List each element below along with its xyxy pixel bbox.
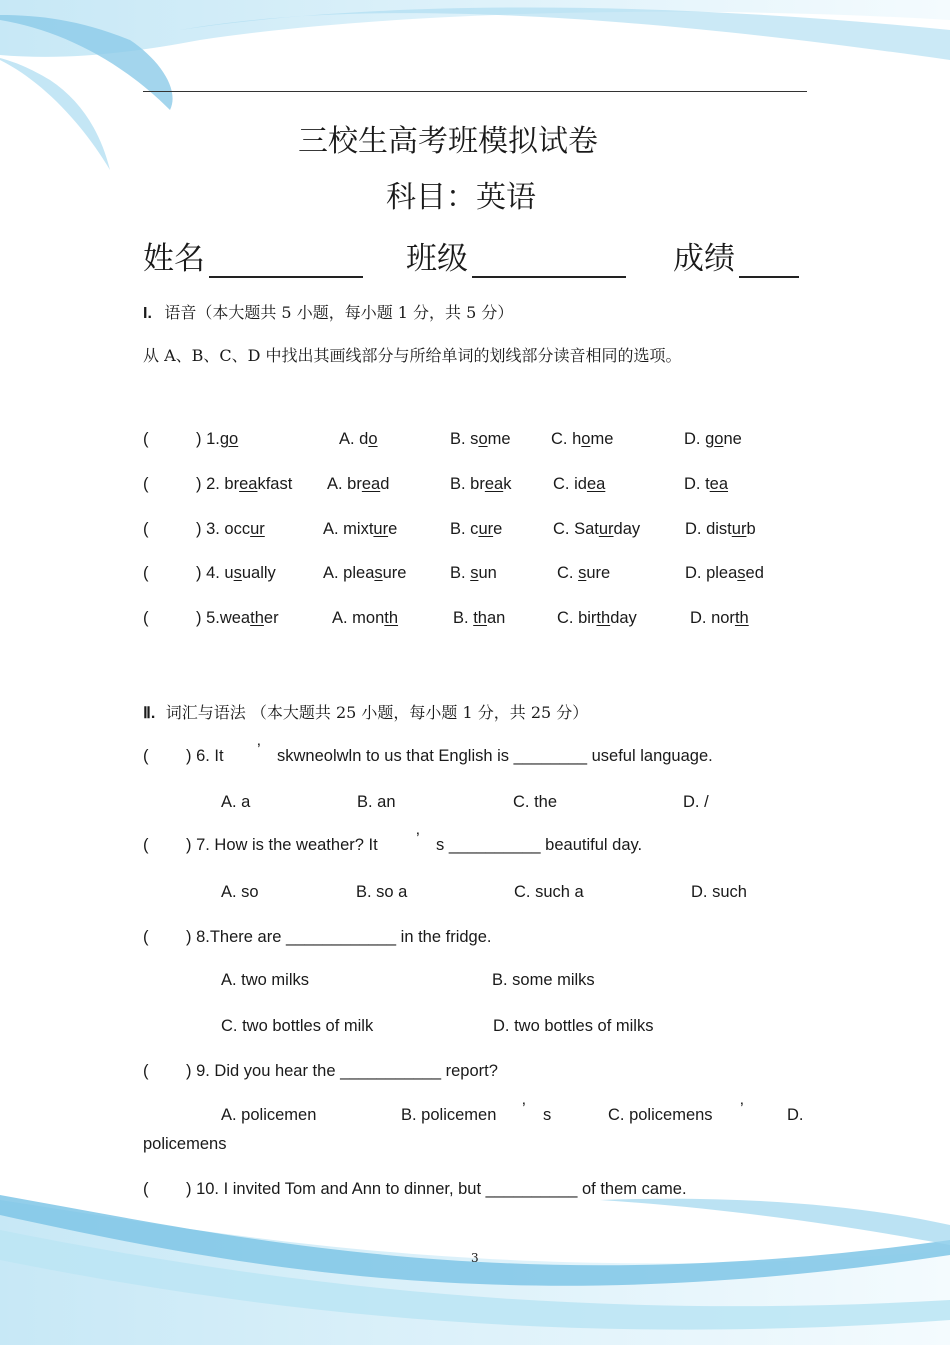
underlined-part: th [250,609,264,627]
text-part: A. plea [323,564,375,582]
question-7-option-a[interactable]: A. so [221,883,259,901]
section2-number: Ⅱ. [143,705,156,722]
question-7-apostrophe: ’ [416,830,420,848]
question-9-option-b-s: s [543,1106,552,1124]
text-part: A. mon [332,609,385,627]
question-number: ) 4. [196,564,220,582]
text-part: e [493,520,503,538]
underlined-part: ur [731,520,747,538]
underlined-part: s [470,564,479,582]
text-part: ure [382,564,407,582]
underlined-part: o [714,430,724,448]
question-9-option-b[interactable]: B. policemen [401,1106,497,1124]
question-4-option-d[interactable] [685,564,764,583]
question-6-option-b[interactable]: B. an [357,793,396,811]
underlined-part: ur [598,520,614,538]
section2-heading [143,700,588,723]
text-part: u [219,564,234,582]
class-label: 班级 [406,241,468,277]
text-part: b [746,520,756,538]
text-part: C. Sat [553,520,599,538]
text-part: un [478,564,497,582]
text-part: k [503,475,512,493]
text-part: B. br [450,475,485,493]
score-field[interactable] [673,233,799,278]
underlined-part: o [478,430,488,448]
question-6-number: ) 6. It [186,747,224,765]
text-part: C. h [551,430,582,448]
text-part: d [380,475,390,493]
underlined-part: ea [361,475,381,493]
question-10-stem: ) 10. I invited Tom and Ann to dinner, but __________ of them came. [186,1180,687,1198]
question-8-option-b[interactable]: B. some milks [492,971,595,989]
question-2-paren: ( [143,475,149,493]
text-part: A. mixt [323,520,374,538]
question-1-stem [196,430,238,449]
subject-line: 科目：英语 [386,180,536,215]
question-2-option-d[interactable] [684,475,728,494]
question-4-stem [196,564,276,583]
text-part: br [219,475,240,493]
question-5-option-d[interactable] [690,609,749,628]
underlined-part: ur [373,520,389,538]
text-part: me [590,430,614,448]
question-1-option-d[interactable] [684,430,742,449]
text-part: D. plea [685,564,738,582]
text-part: ed [745,564,764,582]
question-number: ) 5. [196,609,220,627]
question-8-option-c[interactable]: C. two bottles of milk [221,1017,374,1035]
question-number: ) 2. [196,475,220,493]
text-part: B. [453,609,474,627]
underlined-part: s [737,564,746,582]
underlined-part: s [578,564,587,582]
text-part: D. g [684,430,715,448]
underlined-part: ea [709,475,729,493]
question-5-stem [196,609,279,628]
section1-title: 语音（本大题共 5 小题，每小题 1 分，共 5 分） [164,303,514,322]
question-number: ) 1. [196,430,220,448]
text-part: A. d [339,430,369,448]
question-6-option-a[interactable]: A. a [221,793,251,811]
question-3-option-a[interactable] [323,520,397,539]
text-part: me [487,430,511,448]
underlined-part: go [219,430,239,448]
text-part: ne [723,430,742,448]
text-part: e [388,520,398,538]
question-1-option-c[interactable] [551,430,613,449]
text-part: D. dist [685,520,732,538]
text-part: an [486,609,506,627]
text-part: A. br [327,475,362,493]
section1-heading [143,300,513,323]
question-4-option-b[interactable] [450,564,497,583]
question-7-option-d[interactable]: D. such [691,883,747,901]
question-9-option-d-text: policemens [143,1135,227,1153]
question-2-stem [196,475,292,494]
question-4-option-a[interactable] [323,564,406,583]
name-field[interactable] [143,233,363,278]
underlined-part: o [581,430,591,448]
question-7-paren: ( [143,836,149,854]
underlined-part: ea [484,475,504,493]
question-9-stem: ) 9. Did you hear the ___________ report? [186,1062,498,1080]
name-label: 姓名 [143,241,205,277]
header-rule [143,91,807,92]
question-8-option-d[interactable]: D. two bottles of milks [493,1017,654,1035]
question-7-stem: s __________ beautiful day. [436,836,643,854]
question-7-option-c[interactable]: C. such a [514,883,584,901]
text-part: day [613,520,641,538]
question-6-option-d[interactable]: D. / [683,793,709,811]
question-9-option-a[interactable]: A. policemen [221,1106,317,1124]
question-10-paren: ( [143,1180,149,1198]
question-2-option-b[interactable] [450,475,511,494]
question-3-option-c[interactable] [553,520,640,539]
underlined-part: o [368,430,378,448]
question-7-option-b[interactable]: B. so a [356,883,408,901]
underlined-part: ur [250,520,265,538]
text-part: wea [219,609,251,627]
question-3-option-b[interactable] [450,520,502,539]
text-part: kfast [257,475,293,493]
question-2-option-c[interactable] [553,475,605,494]
text-part: C. id [553,475,587,493]
question-9-option-b-apostrophe: ’ [522,1100,526,1118]
underlined-part: ur [478,520,494,538]
class-blank[interactable] [472,240,626,278]
text-part: B. s [450,430,479,448]
underlined-part: th [734,609,749,627]
name-blank[interactable] [209,240,363,278]
question-8-option-a[interactable]: A. two milks [221,971,310,989]
question-5-option-c[interactable] [557,609,637,628]
underlined-part: th [596,609,611,627]
text-part: occ [219,520,251,538]
class-field[interactable] [406,233,626,278]
text-part: ually [241,564,276,582]
question-4-paren: ( [143,564,149,582]
question-5-option-a[interactable] [332,609,398,628]
section2-title: 词汇与语法 （本大题共 25 小题，每小题 1 分，共 25 分） [165,703,589,722]
page-number: 3 [471,1251,479,1265]
text-part: day [610,609,637,627]
section1-number: I. [143,305,152,322]
question-6-paren: ( [143,747,149,765]
text-part: B. [450,564,471,582]
question-3-option-d[interactable] [685,520,756,539]
text-part: ure [586,564,611,582]
question-4-option-c[interactable] [557,564,610,583]
text-part: C. [557,564,579,582]
underlined-part: s [233,564,242,582]
underlined-part: ea [239,475,258,493]
question-9-option-c[interactable]: C. policemens [608,1106,713,1124]
question-5-option-b[interactable] [453,609,505,628]
question-9-paren: ( [143,1062,149,1080]
question-1-paren: ( [143,430,149,448]
text-part: B. c [450,520,479,538]
text-part: D. nor [690,609,735,627]
question-9-option-d[interactable]: D. [787,1106,804,1124]
question-6-stem: skwneolwln to us that English is ________ useful language. [277,747,713,765]
question-9-option-c-apostrophe: ’ [740,1100,744,1118]
exam-title: 三校生高考班模拟试卷 [298,124,598,159]
text-part: er [263,609,279,627]
underlined-part: th [384,609,399,627]
score-blank[interactable] [739,240,799,278]
question-3-stem [196,520,265,539]
underlined-part: s [374,564,383,582]
question-7-number: ) 7. How is the weather? It [186,836,378,854]
question-3-paren: ( [143,520,149,538]
question-8-stem: ) 8.There are ____________ in the fridge. [186,928,492,946]
question-1-option-b[interactable] [450,430,511,449]
question-number: ) 3. [196,520,220,538]
question-5-paren: ( [143,609,149,627]
text-part: C. bir [557,609,597,627]
question-6-apostrophe: ’ [257,741,261,759]
underlined-part: ea [586,475,606,493]
score-label: 成绩 [673,241,735,277]
question-1-option-a[interactable] [339,430,378,449]
question-2-option-a[interactable] [327,475,389,494]
section1-instruction: 从 A、B、C、D 中找出其画线部分与所给单词的划线部分读音相同的选项。 [143,346,682,365]
question-8-paren: ( [143,928,149,946]
text-part: D. t [684,475,710,493]
underlined-part: th [473,609,487,627]
question-6-option-c[interactable]: C. the [513,793,558,811]
